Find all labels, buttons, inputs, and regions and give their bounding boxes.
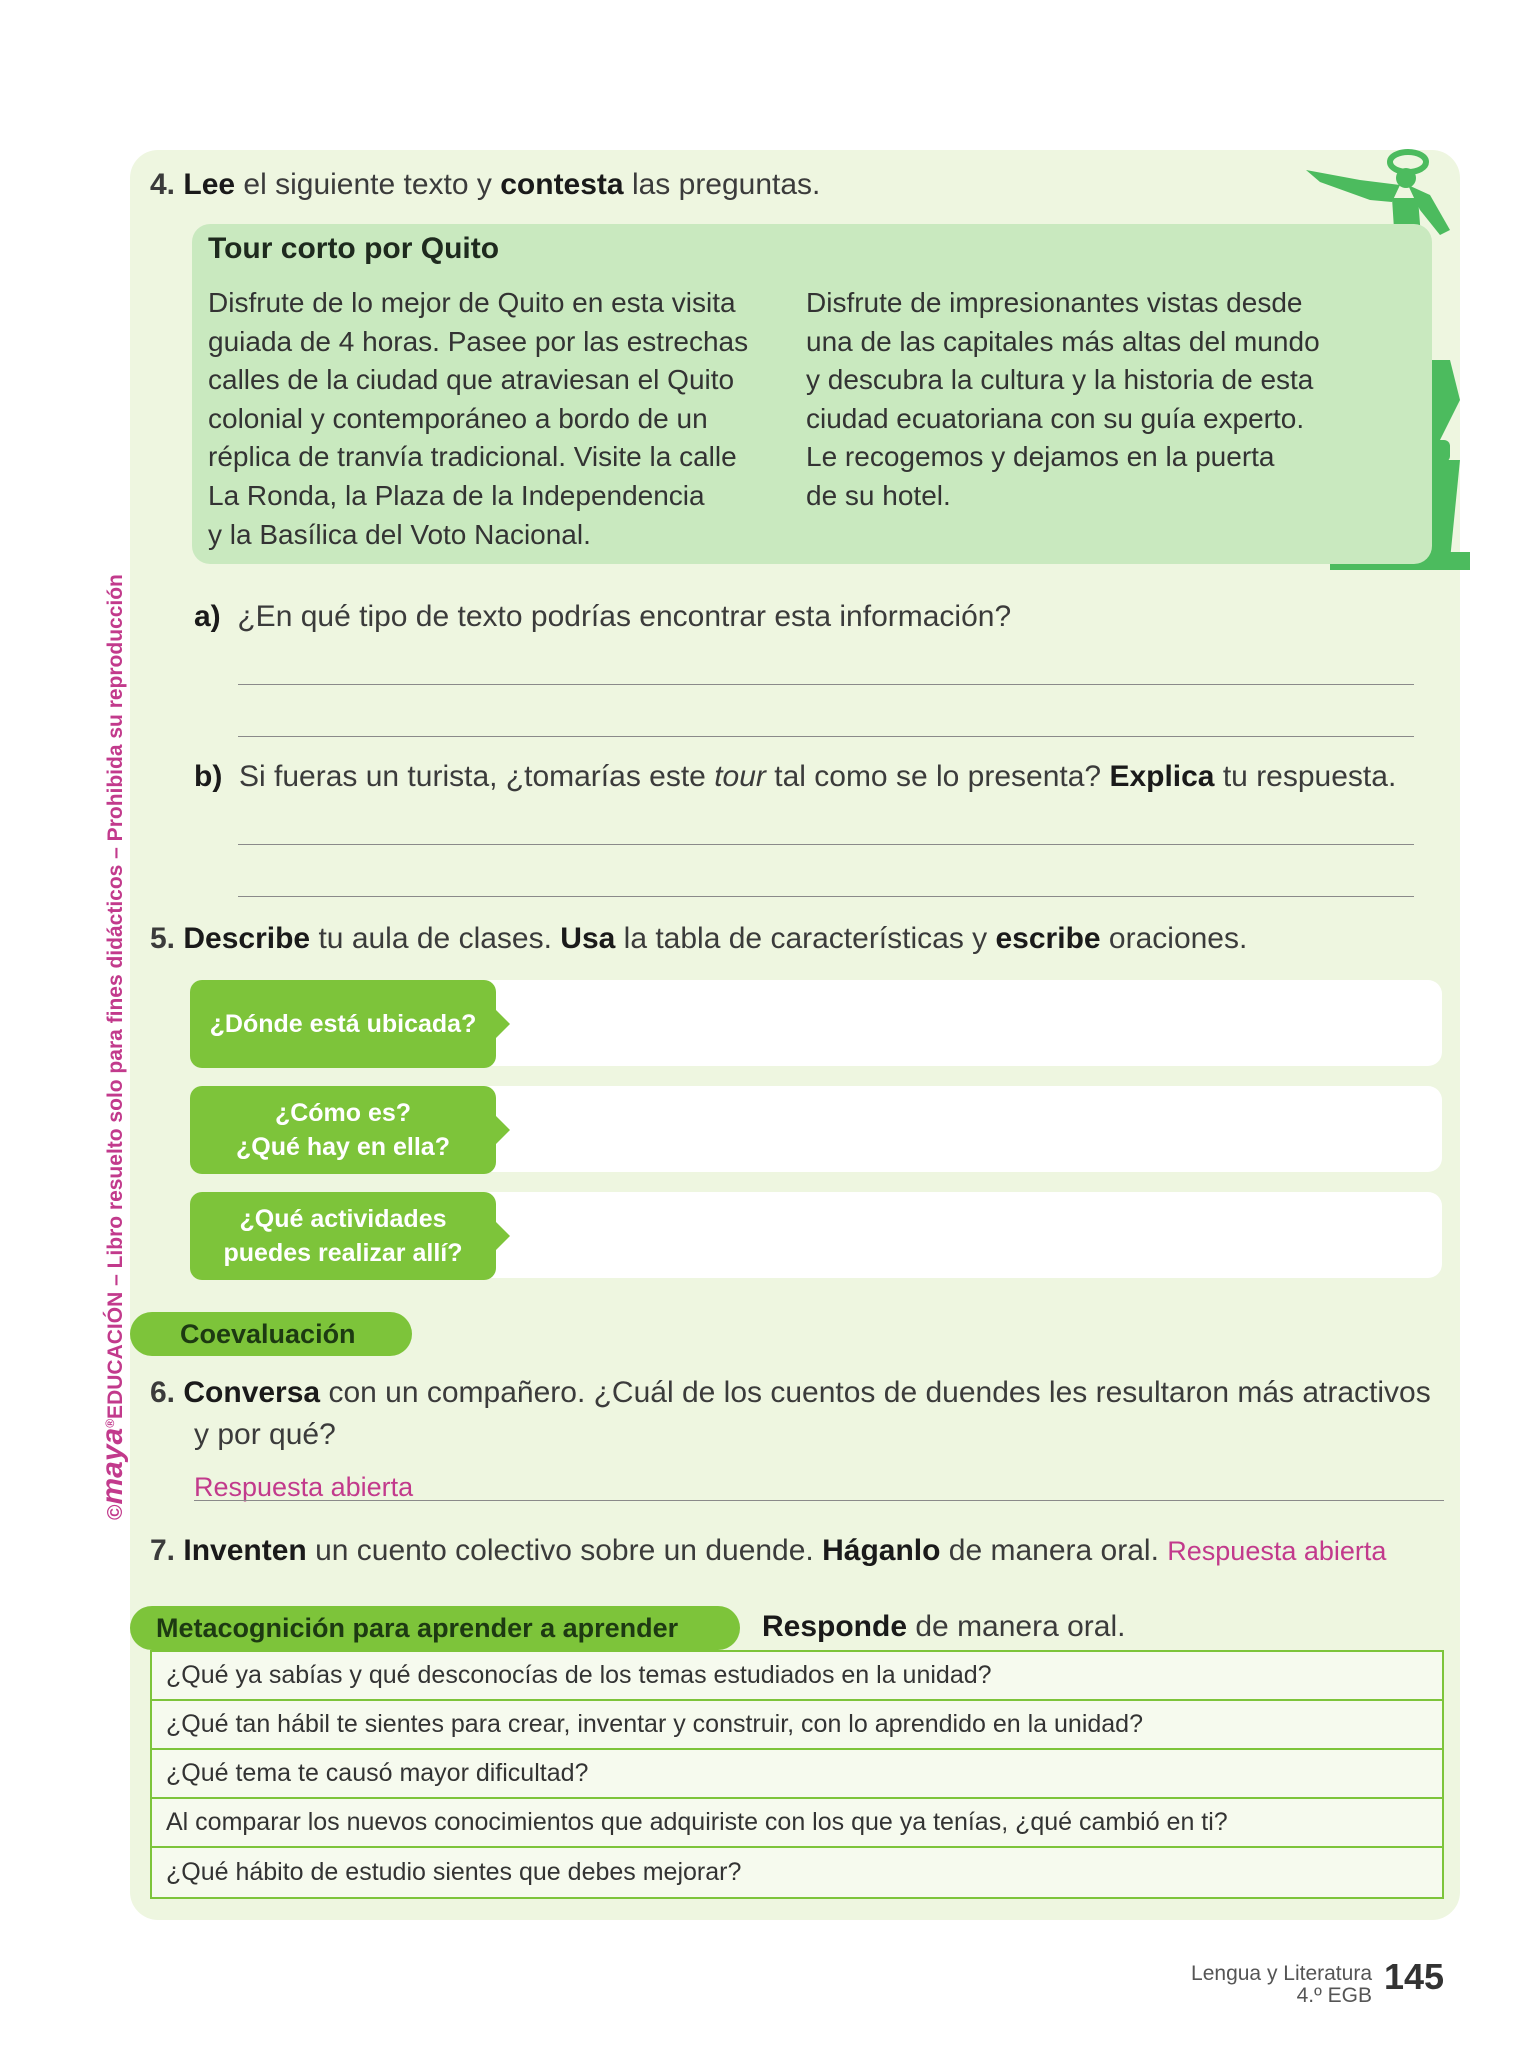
q5-text-2: la tabla de características y — [615, 922, 996, 955]
answer-line[interactable] — [238, 896, 1414, 897]
q4b-verb-explica: Explica — [1109, 760, 1215, 793]
answer-line[interactable] — [238, 684, 1414, 685]
q5-text-1: tu aula de clases. — [310, 922, 561, 955]
q5-verb-escribe: escribe — [995, 922, 1101, 955]
q5-number: 5. — [150, 922, 176, 955]
q5-row-tag — [190, 980, 496, 1068]
meta-row: ¿Qué tema te causó mayor dificultad? — [152, 1750, 1442, 1799]
tour-title: Tour corto por Quito — [208, 232, 500, 265]
q7-answer: Respuesta abierta — [1167, 1536, 1387, 1566]
q6-answer: Respuesta abierta — [194, 1472, 414, 1502]
q7-verb-haganlo: Háganlo — [822, 1534, 941, 1567]
q5-tag-line: ¿Cómo es? — [274, 1099, 412, 1127]
q7-verb-inventen: Inventen — [183, 1534, 307, 1567]
tour-col2-line: Disfrute de impresionantes vistas desde — [806, 287, 1303, 318]
q5-tag-line: ¿Qué hay en ella? — [236, 1133, 450, 1161]
meta-verb-responde: Responde — [762, 1610, 908, 1643]
footer-grade: 4.º EGB — [1296, 1984, 1372, 2007]
q4a-question — [194, 600, 1011, 634]
tour-col1-line: calles de la ciudad que atraviesan el Quito — [208, 364, 735, 396]
answer-line[interactable] — [238, 736, 1414, 737]
q5-verb-describe: Describe — [183, 922, 311, 955]
q6-verb-conversa: Conversa — [183, 1376, 321, 1409]
tour-column-1 — [208, 284, 748, 554]
answer-line[interactable] — [194, 1500, 1444, 1501]
answer-line[interactable] — [238, 844, 1414, 845]
tour-col1-line: La Ronda, la Plaza de la Independencia — [208, 479, 705, 511]
q5-tag-line: ¿Qué actividades — [239, 1205, 447, 1233]
tour-column-2 — [806, 284, 1320, 516]
meta-row: ¿Qué ya sabías y qué desconocías de los temas estudiados en la unidad? — [152, 1652, 1442, 1701]
page-number: 145 — [1384, 1956, 1445, 1997]
q4b-italic-word: tour — [714, 760, 766, 793]
q4-text-2: las preguntas. — [623, 168, 821, 201]
q7-text-1: un cuento colectivo sobre un duende. — [306, 1534, 823, 1567]
q6-number: 6. — [150, 1376, 176, 1409]
tour-col1-line: guiada de 4 horas. Pasee por las estrechas — [208, 325, 749, 357]
q5-row-tag — [190, 1192, 496, 1280]
tour-col1-line: réplica de tranvía tradicional. Visite la calle — [208, 441, 737, 473]
tour-col1-line: y la Basílica del Voto Nacional. — [208, 518, 591, 550]
tour-col2-line: Le recogemos y dejamos en la puerta — [806, 441, 1275, 473]
copyright-symbol: © — [104, 1504, 127, 1520]
tour-col2-line: de su hotel. — [806, 479, 951, 511]
q5-instruction — [150, 922, 1247, 956]
q4-instruction — [150, 168, 820, 202]
q4-verb-lee: Lee — [183, 168, 236, 201]
footer-subject-name: Lengua y Literatura — [1191, 1962, 1372, 1985]
meta-row: ¿Qué tan hábil te sientes para crear, inventar y construir, con lo aprendido en la unidad? — [152, 1701, 1442, 1750]
q4b-label: b) — [194, 760, 223, 793]
q6-text-2: y por qué? — [194, 1418, 336, 1451]
q4b-text-1: Si fueras un turista, ¿tomarías este — [239, 760, 715, 793]
tour-col2-line: y descubra la cultura y la historia de esta — [806, 364, 1314, 396]
meta-row: Al comparar los nuevos conocimientos que adquiriste con los que ya tenías, ¿qué cambió en ti? — [152, 1799, 1442, 1848]
q4-text-1: el siguiente texto y — [235, 168, 501, 201]
q5-text-3: oraciones. — [1100, 922, 1248, 955]
q4b-text-3: tu respuesta. — [1214, 760, 1397, 793]
q4-verb-contesta: contesta — [500, 168, 624, 201]
metacognicion-label: Metacognición para aprender a aprender — [156, 1612, 679, 1643]
footer-subject — [1191, 1963, 1372, 2007]
tour-col2-line: ciudad ecuatoriana con su guía experto. — [806, 402, 1305, 434]
q7-text-2: de manera oral. — [940, 1534, 1168, 1567]
coevaluacion-pill — [130, 1312, 412, 1356]
q4a-text: ¿En qué tipo de texto podrías encontrar esta información? — [237, 600, 1012, 633]
registered-mark: ® — [103, 1418, 117, 1428]
coevaluacion-label: Coevaluación — [180, 1318, 356, 1349]
metacognition-table — [150, 1650, 1444, 1899]
tour-col2-line: una de las capitales más altas del mundo — [806, 325, 1320, 357]
q7-instruction — [150, 1534, 1386, 1568]
tour-col1-line: Disfrute de lo mejor de Quito en esta visita — [208, 287, 736, 318]
q5-row-tag — [190, 1086, 496, 1174]
side-copyright-note — [96, 574, 130, 1520]
meta-instruction — [762, 1610, 1125, 1644]
q7-number: 7. — [150, 1534, 176, 1567]
q4-number: 4. — [150, 168, 176, 201]
metacognicion-pill — [130, 1606, 740, 1650]
q5-tag-line: ¿Dónde está ubicada? — [209, 1010, 477, 1038]
meta-text: de manera oral. — [907, 1610, 1126, 1643]
q4b-text-2: tal como se lo presenta? — [765, 760, 1110, 793]
meta-row: ¿Qué hábito de estudio sientes que debes mejorar? — [152, 1848, 1442, 1897]
q5-tag-line: puedes realizar allí? — [223, 1239, 463, 1267]
q6-text-1: con un compañero. ¿Cuál de los cuentos de duendes les resultaron más atractivos — [320, 1376, 1431, 1409]
q4b-question — [194, 760, 1396, 794]
q5-verb-usa: Usa — [560, 922, 616, 955]
side-note-text: EDUCACIÓN – Libro resuelto solo para fines didácticos – Prohibida su reproducción — [104, 574, 127, 1419]
q6-instruction — [150, 1372, 1431, 1456]
tour-col1-line: colonial y contemporáneo a bordo de un — [208, 402, 708, 434]
brand-logo-text: maya — [96, 1427, 129, 1505]
q4a-label: a) — [194, 600, 221, 633]
